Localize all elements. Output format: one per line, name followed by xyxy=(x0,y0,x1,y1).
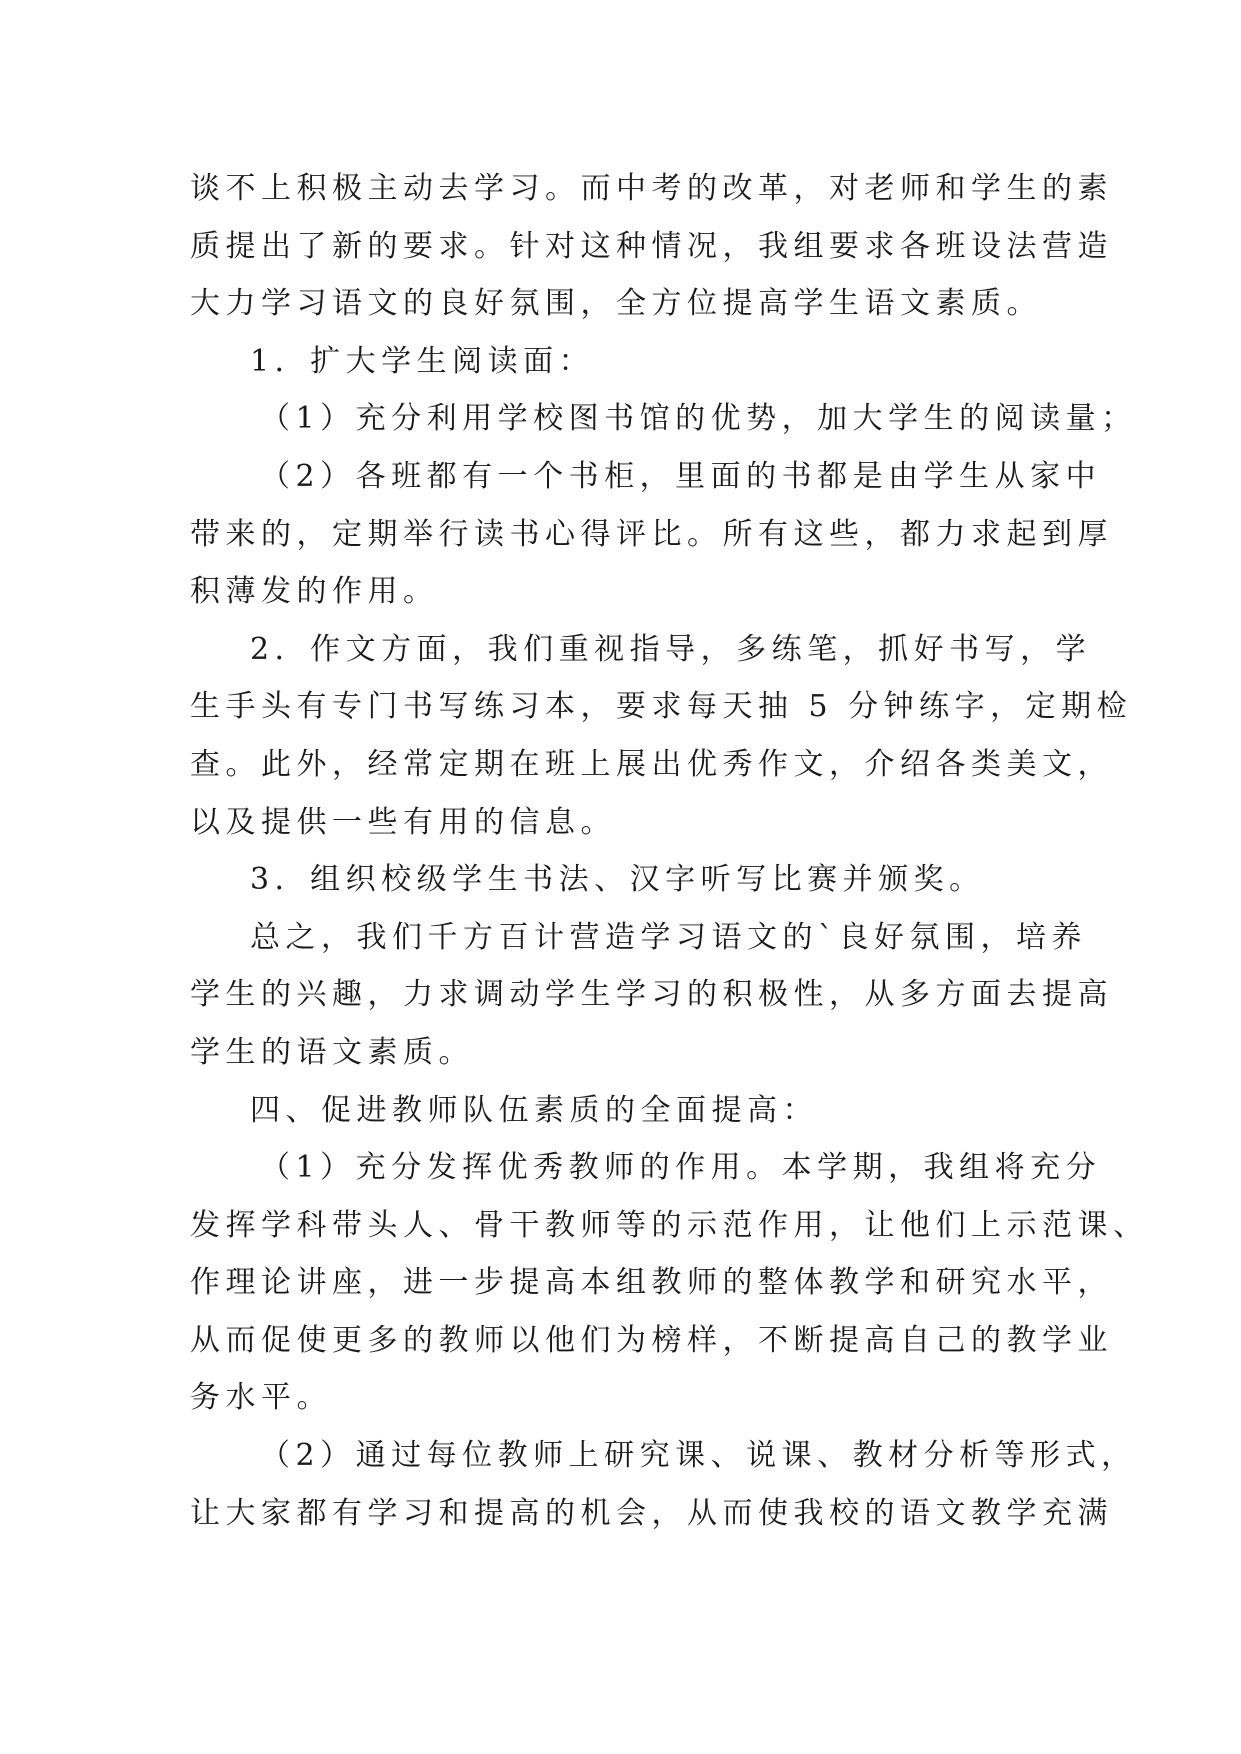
text-line: 发挥学科带头人、骨干教师等的示范作用，让他们上示范课、 xyxy=(190,1207,1149,1243)
text-line: 以及提供一些有用的信息。 xyxy=(190,804,616,840)
text-line: 3．组织校级学生书法、汉字听写比赛并颁奖。 xyxy=(250,862,985,898)
text-line: （2）通过每位教师上研究课、说课、教材分析等形式， xyxy=(260,1438,1137,1474)
text-line: 质提出了新的要求。针对这种情况，我组要求各班设法营造 xyxy=(190,228,1113,264)
text-line: 学生的语文素质。 xyxy=(190,1034,474,1070)
text-line: 四、促进教师队伍素质的全面提高： xyxy=(250,1092,818,1128)
text-line: 总之，我们千方百计营造学习语文的`良好氛围，培养 xyxy=(250,919,1087,955)
text-line: 从而促使更多的教师以他们为榜样，不断提高自己的教学业 xyxy=(190,1322,1113,1358)
text-line: 务水平。 xyxy=(190,1380,332,1416)
text-line: 2．作文方面，我们重视指导，多练笔，抓好书写，学 xyxy=(250,631,1092,667)
text-line: 让大家都有学习和提高的机会，从而使我校的语文教学充满 xyxy=(190,1495,1113,1531)
text-line: 谈不上积极主动去学习。而中考的改革，对老师和学生的素 xyxy=(190,171,1113,206)
text-line: 积薄发的作用。 xyxy=(190,574,439,610)
text-line: 带来的，定期举行读书心得评比。所有这些，都力求起到厚 xyxy=(190,516,1113,552)
text-line: 生手头有专门书写练习本，要求每天抽 5 分钟练字，定期检 xyxy=(190,689,1133,725)
text-line: 查。此外，经常定期在班上展出优秀作文，介绍各类美文， xyxy=(190,746,1113,782)
text-line: 学生的兴趣，力求调动学生学习的积极性，从多方面去提高 xyxy=(190,977,1113,1013)
text-line: 大力学习语文的良好氛围，全方位提高学生语文素质。 xyxy=(190,286,1042,322)
text-line: （2）各班都有一个书柜，里面的书都是由学生从家中 xyxy=(260,458,1102,494)
text-line: （1）充分发挥优秀教师的作用。本学期，我组将充分 xyxy=(260,1150,1102,1186)
text-line: （1）充分利用学校图书馆的优势，加大学生的阅读量； xyxy=(260,401,1137,437)
text-line: 作理论讲座，进一步提高本组教师的整体教学和研究水平， xyxy=(190,1265,1113,1301)
text-line: 1．扩大学生阅读面： xyxy=(250,343,595,379)
document-body xyxy=(190,160,1149,1542)
